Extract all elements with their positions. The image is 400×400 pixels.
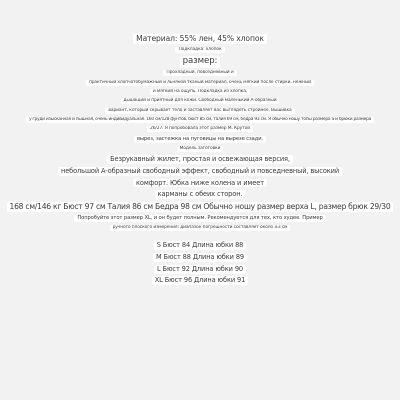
description-line: вариант, который скрывает тело и заставляет вас выглядеть стройнее. Вышивка bbox=[105, 108, 294, 114]
description-line: и мягкий на ощупь. Подкладка из хлопка, bbox=[150, 89, 250, 95]
description-line: комфорт. Юбка ниже колена и имеет bbox=[133, 179, 267, 188]
description-line: небольшой А-образный свободный эффект, свободный и повседневный, высокий bbox=[58, 167, 342, 176]
model-label: Модель заготовки bbox=[177, 146, 224, 152]
description-line: вырез, застежка на пуговицы на вырезе сзади. bbox=[134, 136, 266, 143]
description-line: Безрукавный жилет, простая и освежающая версия, bbox=[107, 155, 293, 164]
description-line: карманы с обеих сторон. bbox=[155, 190, 246, 199]
lining-line: Подкладка: хлопок bbox=[175, 47, 224, 53]
model-measurements-line: у груди изысканная и пышная, очень индивидуальная. 160 см/128 фунтов, бюст 85 см, талия 69 см, бедра 93 см. Я обычно ношу топы размера S и брюки размера bbox=[26, 117, 374, 123]
size-heading: размер: bbox=[180, 56, 221, 68]
size-row-s: S Бюст 84 Длина юбки 88 bbox=[154, 241, 247, 250]
size-row-m: M Бюст 88 Длина юбки 89 bbox=[153, 253, 247, 262]
fit-note-line: Попробуйте этот размер XL, и он будет полным. Рекомендуется для тех, кто худее. Пример bbox=[74, 215, 325, 222]
size-row-l: L Бюст 92 Длина юбки 90 bbox=[154, 265, 246, 274]
description-line: 26/27. Я попробовала этот размер M. Крутой bbox=[147, 126, 253, 132]
measurement-note-line: ручного плоского измерения: диапазон погрешности составляет около ±3 см bbox=[110, 225, 291, 231]
description-line: Прохладный, повседневный и bbox=[163, 70, 236, 76]
model-measurements-line: 168 см/146 кг Бюст 97 см Талия 86 см Бедра 98 см Обычно ношу размер верха L, размер брюк 29/30 bbox=[7, 202, 394, 212]
description-line: дышащий и приятный для кожи. Свободный маленький А-образный bbox=[121, 98, 280, 104]
size-row-xl: XL Бюст 96 Длина юбки 91 bbox=[152, 276, 248, 285]
description-line: практичный хлопчатобумажный и льняной тканый материал, очень мягкий после стирки, нежный bbox=[86, 80, 314, 86]
material-line: Материал: 55% лен, 45% хлопок bbox=[133, 34, 267, 44]
